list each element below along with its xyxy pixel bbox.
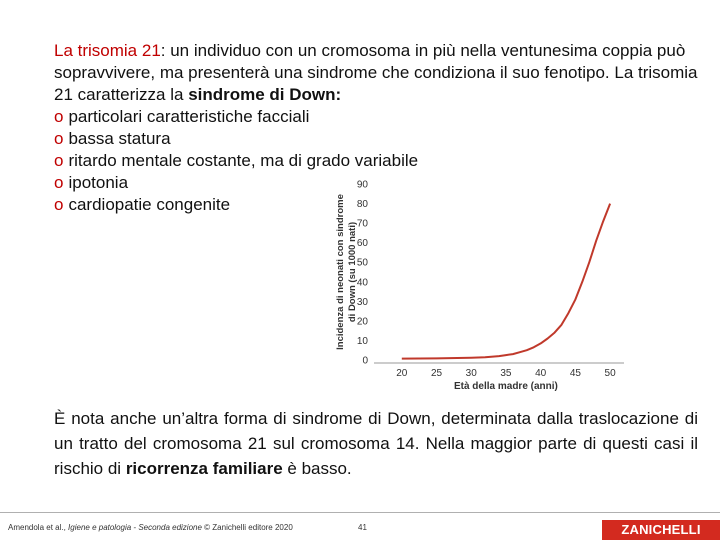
y-tick-label: 30	[356, 296, 368, 308]
y-tick-label: 20	[356, 316, 368, 328]
y-tick-label: 80	[356, 199, 368, 211]
footer-publisher: © Zanichelli editore 2020	[201, 523, 293, 532]
series-group	[402, 204, 610, 359]
intro-term: La trisomia 21	[54, 41, 161, 60]
x-tick-label: 40	[535, 368, 547, 379]
y-tick-label: 70	[356, 218, 368, 230]
y-axis-label-line1: Incidenza di neonati con sindrome	[335, 194, 346, 350]
y-tick-label: 50	[356, 257, 368, 269]
footer-divider	[0, 512, 720, 513]
x-tick-label: 30	[465, 368, 477, 379]
bullet-text: cardiopatie congenite	[68, 195, 231, 214]
note-highlight: ricorrenza familiare	[125, 459, 283, 478]
bullet-text: particolari caratteristiche facciali	[68, 107, 310, 126]
y-tick-label: 40	[356, 277, 368, 289]
footer-book: Igiene e patologia - Seconda edizione	[68, 523, 202, 532]
list-item	[54, 150, 418, 172]
page-number: 41	[358, 523, 367, 532]
y-axis-ticks	[357, 180, 369, 367]
x-tick-label: 45	[569, 368, 581, 379]
footer-author: Amendola et al.,	[8, 523, 69, 532]
x-tick-label: 20	[396, 368, 408, 379]
x-tick-label: 25	[430, 368, 443, 379]
y-tick-label: 90	[356, 179, 368, 191]
intro-paragraph	[54, 40, 702, 106]
bullet-text: bassa statura	[68, 129, 171, 148]
x-axis-label: Età della madre (anni)	[453, 381, 558, 392]
incidence-chart	[332, 176, 632, 398]
footer	[0, 512, 720, 540]
intro-highlight: sindrome di Down:	[188, 85, 342, 104]
bullet-text: ritardo mentale costante, ma di grado variabile	[68, 151, 419, 170]
publisher-logo: ZANICHELLI	[602, 520, 720, 540]
translocation-note	[54, 406, 698, 481]
y-tick-label: 60	[356, 238, 368, 250]
bullet-text: ipotonia	[68, 173, 129, 192]
bullet-marker: o	[54, 129, 64, 148]
footer-credit	[8, 523, 293, 532]
series-line	[402, 204, 610, 359]
bullet-marker: o	[54, 107, 64, 126]
note-text: È nota anche un’altra forma di sindrome di Down, determinata dalla traslocazione di un tratto del cromosoma 21 sul cromosoma 14. Nella maggior parte di questi casi il rischio di	[54, 409, 698, 478]
x-tick-label: 35	[500, 368, 512, 379]
bullet-marker: o	[54, 195, 64, 214]
list-item	[54, 106, 418, 128]
intro-text: : un individuo con un cromosoma in più nella ventunesima coppia può sopravvivere, ma presenterà una sindrome che condiziona il suo fenotipo. La trisomia 21 caratterizza la	[54, 41, 698, 104]
note-text-end: è basso.	[282, 459, 352, 478]
y-tick-label: 10	[356, 335, 368, 347]
y-axis-label-line2: di Down (su 1000 nati)	[347, 221, 358, 323]
bullet-marker: o	[54, 173, 64, 192]
x-tick-label: 50	[604, 368, 616, 379]
bullet-marker: o	[54, 151, 64, 170]
list-item	[54, 128, 418, 150]
y-tick-label: 0	[362, 355, 368, 367]
x-axis-ticks	[396, 368, 616, 379]
